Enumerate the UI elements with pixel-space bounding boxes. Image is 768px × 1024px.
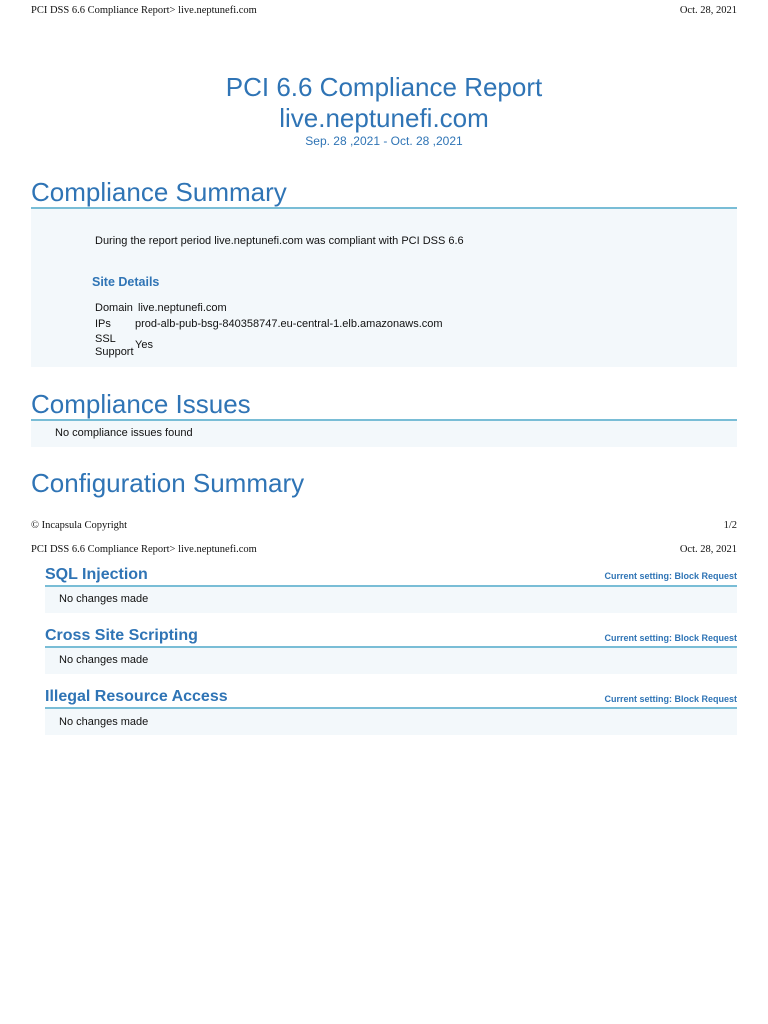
current-setting-sql-injection: Current setting: Block Request bbox=[604, 571, 737, 581]
compliance-issues-panel bbox=[31, 421, 737, 447]
detail-value-ssl: Yes bbox=[135, 339, 153, 351]
configuration-summary-heading: Configuration Summary bbox=[31, 468, 305, 498]
report-title: PCI 6.6 Compliance Report bbox=[225, 72, 543, 102]
report-domain: live.neptunefi.com bbox=[279, 103, 489, 133]
current-setting-illegal-resource-access: Current setting: Block Request bbox=[604, 694, 737, 704]
compliance-issues-text: No compliance issues found bbox=[55, 427, 193, 439]
compliance-summary-panel bbox=[31, 209, 737, 367]
report-period: Sep. 28 ,2021 - Oct. 28 ,2021 bbox=[305, 134, 463, 148]
page-header-title: PCI DSS 6.6 Compliance Report> live.neptunefi.com bbox=[31, 544, 257, 555]
page-header-date: Oct. 28, 2021 bbox=[679, 5, 737, 16]
detail-label-domain: Domain bbox=[95, 302, 133, 314]
cross-site-scripting-text: No changes made bbox=[59, 654, 149, 666]
footer-page-number: 1/2 bbox=[723, 520, 737, 531]
section-title-illegal-resource-access: Illegal Resource Access bbox=[45, 688, 228, 705]
page-header-date: Oct. 28, 2021 bbox=[679, 544, 737, 555]
page-header-title: PCI DSS 6.6 Compliance Report> live.neptunefi.com bbox=[31, 5, 257, 16]
compliance-statement: During the report period live.neptunefi.com was compliant with PCI DSS 6.6 bbox=[95, 235, 464, 247]
compliance-issues-heading: Compliance Issues bbox=[31, 389, 251, 419]
detail-value-domain: live.neptunefi.com bbox=[138, 302, 227, 314]
site-details-heading: Site Details bbox=[92, 275, 160, 289]
cross-site-scripting-panel bbox=[45, 648, 737, 674]
illegal-resource-access-text: No changes made bbox=[59, 716, 149, 728]
illegal-resource-access-panel bbox=[45, 709, 737, 735]
compliance-summary-heading: Compliance Summary bbox=[31, 177, 287, 207]
section-title-sql-injection: SQL Injection bbox=[45, 566, 148, 583]
detail-value-ips: prod-alb-pub-bsg-840358747.eu-central-1.elb.amazonaws.com bbox=[135, 318, 443, 330]
sql-injection-text: No changes made bbox=[59, 593, 149, 605]
section-title-cross-site-scripting: Cross Site Scripting bbox=[45, 627, 198, 644]
detail-label-ips: IPs bbox=[95, 318, 111, 330]
sql-injection-panel bbox=[45, 587, 737, 613]
footer-copyright: © Incapsula Copyright bbox=[31, 520, 128, 531]
detail-label-ssl: SSL Support bbox=[95, 333, 134, 358]
current-setting-cross-site-scripting: Current setting: Block Request bbox=[604, 633, 737, 643]
